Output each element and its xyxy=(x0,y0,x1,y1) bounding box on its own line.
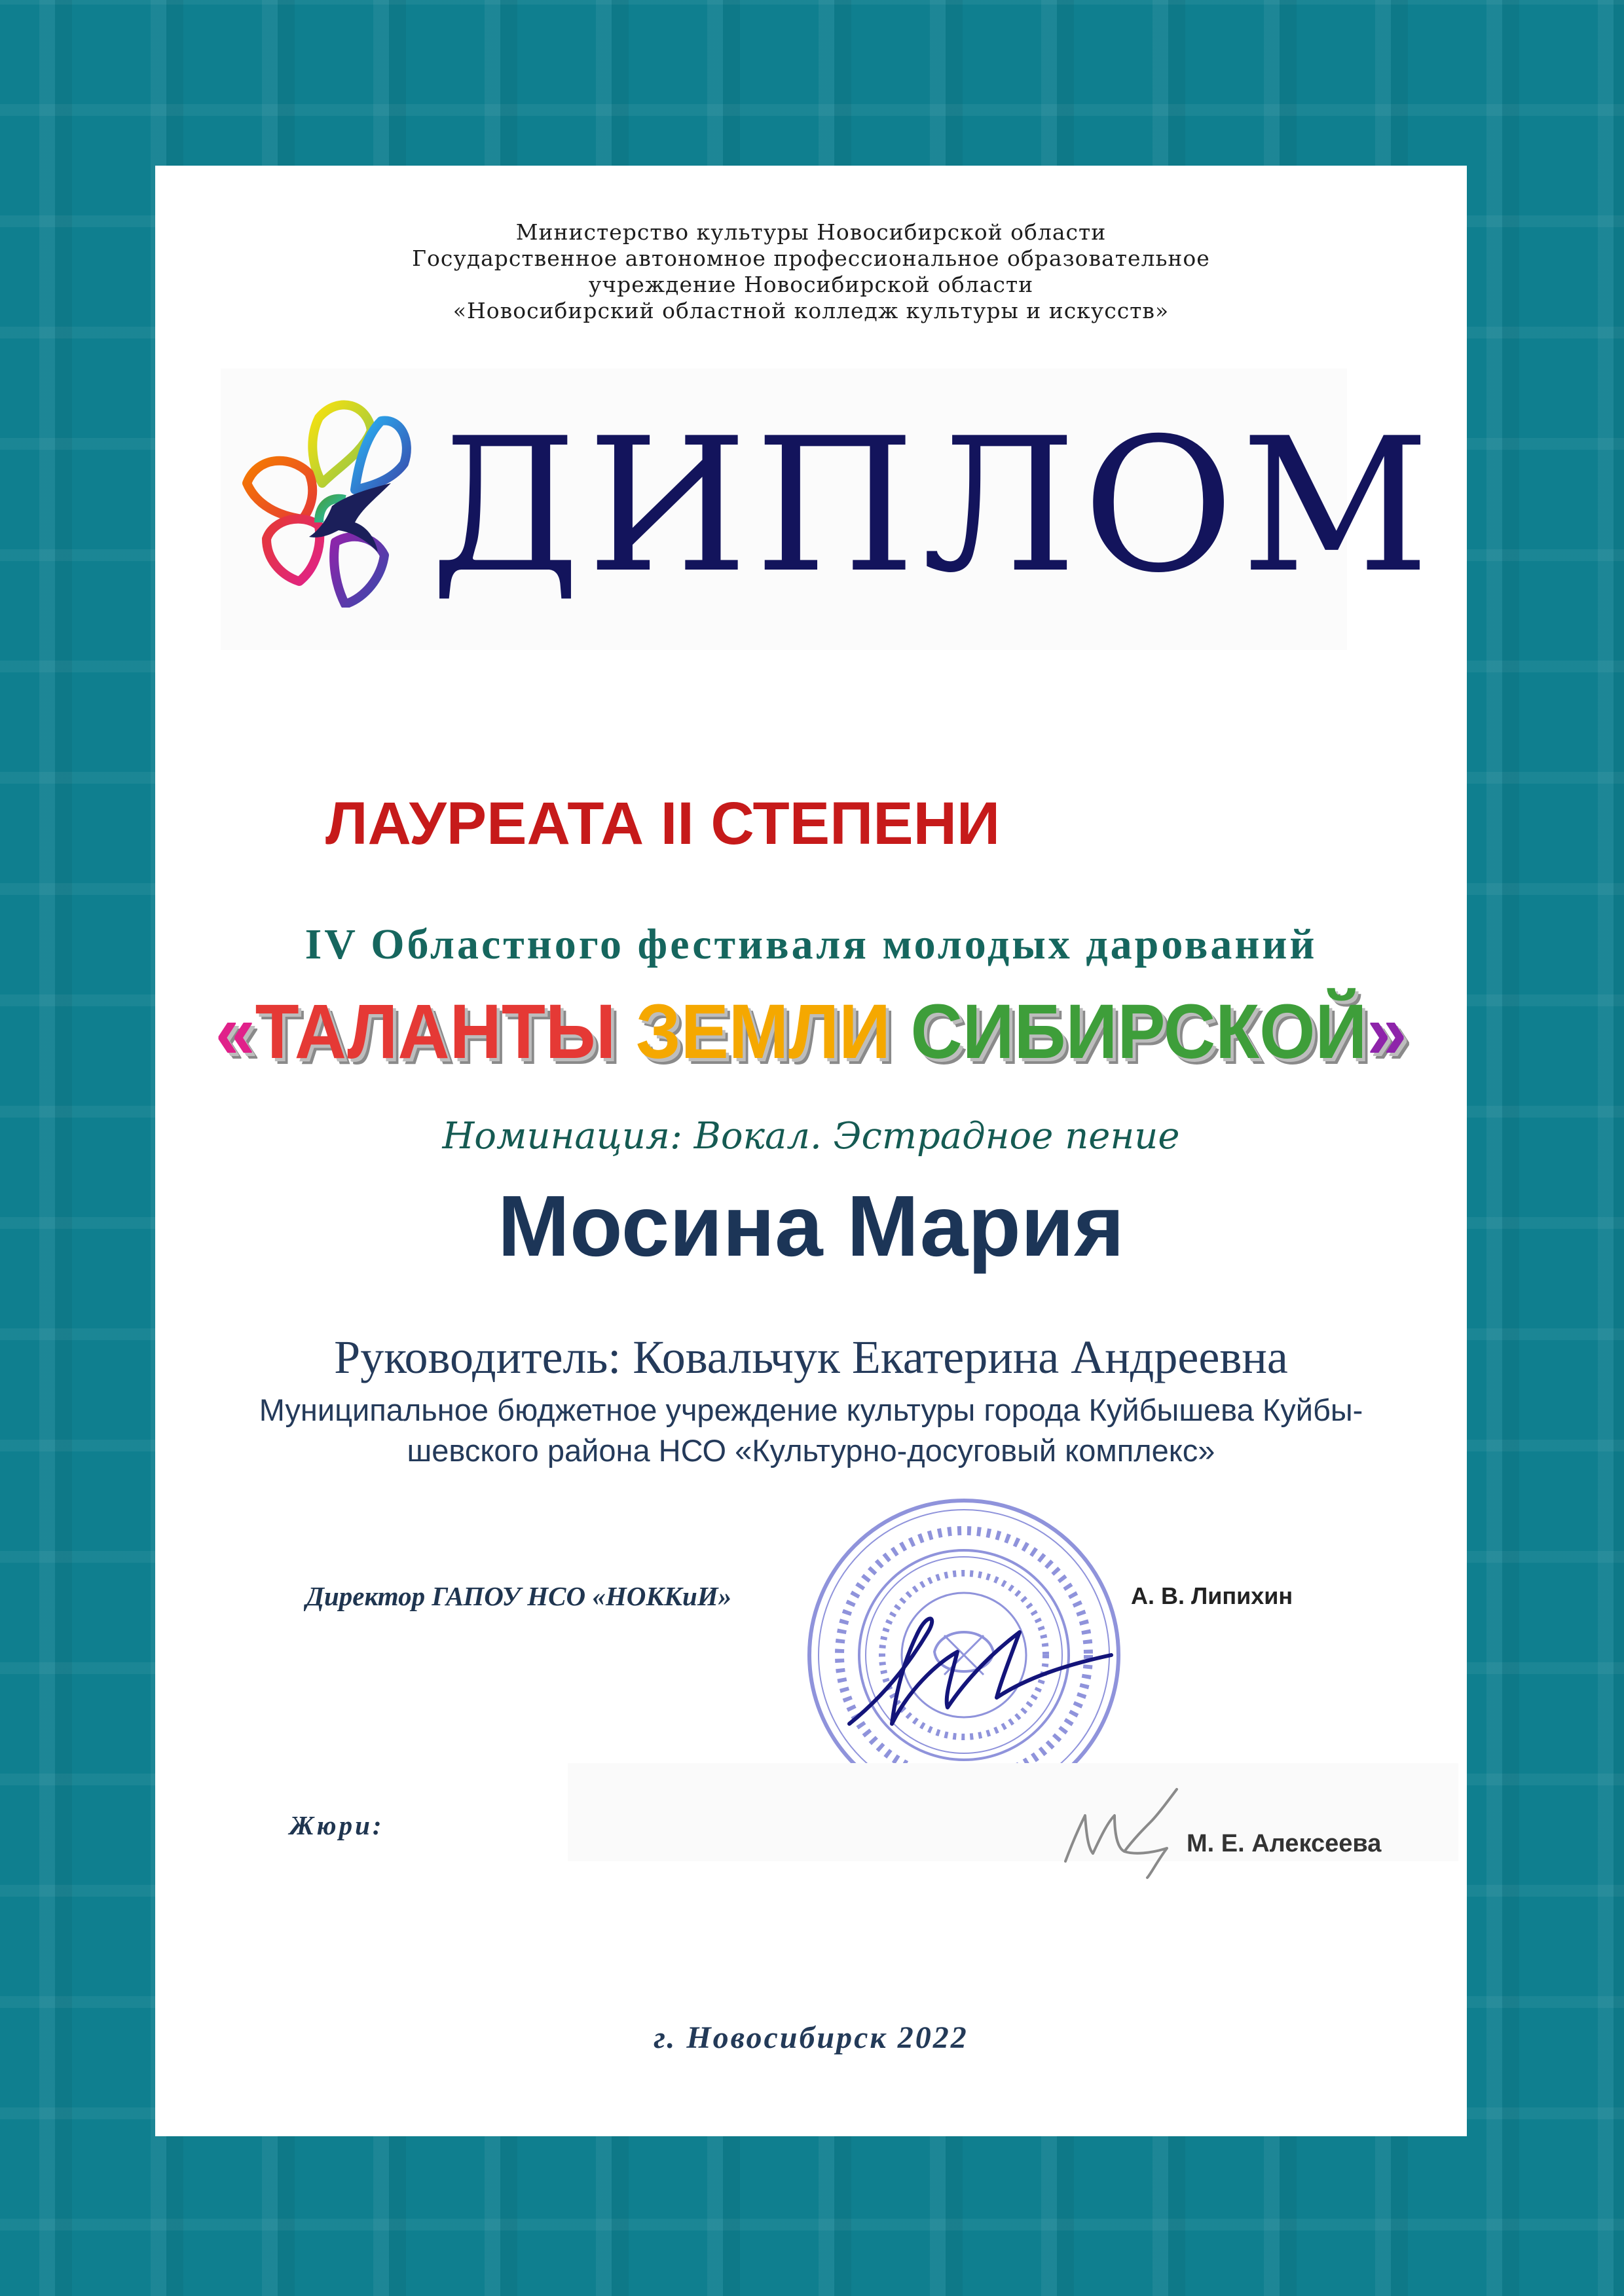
diploma-sheet xyxy=(155,166,1467,2136)
director-signature xyxy=(830,1593,1157,1743)
header-line: учреждение Новосибирской области xyxy=(588,272,1034,297)
jury-signature xyxy=(1052,1776,1196,1881)
header-line: Министерство культуры Новосибирской области xyxy=(515,219,1107,245)
header-line: «Новосибирский областной колледж культуры и искусств» xyxy=(452,298,1170,323)
director-title: Директор ГАПОУ НСО «НОККиИ» xyxy=(306,1581,732,1611)
header-line: Государственное автономное профессиональное образовательное xyxy=(412,246,1210,271)
organization-line: шевского района НСО «Культурно-досуговый комплекс» xyxy=(407,1433,1215,1468)
festival-name-quote: « xyxy=(215,989,255,1075)
organization-line: Муниципальное бюджетное учреждение культуры города Куйбышева Куйбы- xyxy=(259,1393,1363,1427)
document-title: ДИПЛОМ xyxy=(430,398,1437,613)
city-year: г. Новосибирск 2022 xyxy=(654,2020,969,2055)
festival-name-word: СИБИРСКОЙ xyxy=(910,989,1367,1075)
festival-name-word: ЗЕМЛИ xyxy=(635,989,891,1075)
nominee-name: Мосина Мария xyxy=(498,1178,1124,1274)
rainbow-flower-swallow-icon xyxy=(240,392,417,608)
festival-name xyxy=(201,986,1421,1078)
leader-line: Руководитель: Ковальчук Екатерина Андреевна xyxy=(334,1331,1288,1383)
festival-name-quote: » xyxy=(1367,989,1407,1075)
laureate-degree: ЛАУРЕАТА II СТЕПЕНИ xyxy=(325,790,1001,857)
director-name: А. В. Липихин xyxy=(1131,1582,1293,1609)
festival-title: IV Областного фестиваля молодых дарований xyxy=(304,920,1318,968)
jury-member-name: М. Е. Алексеева xyxy=(1187,1830,1382,1857)
organization xyxy=(194,1390,1428,1471)
jury-label: Жюри: xyxy=(289,1810,384,1840)
nomination: Номинация: Вокал. Эстрадное пение xyxy=(442,1115,1180,1157)
issuer-header xyxy=(155,219,1467,324)
festival-name-word: ТАЛАНТЫ xyxy=(255,989,616,1075)
